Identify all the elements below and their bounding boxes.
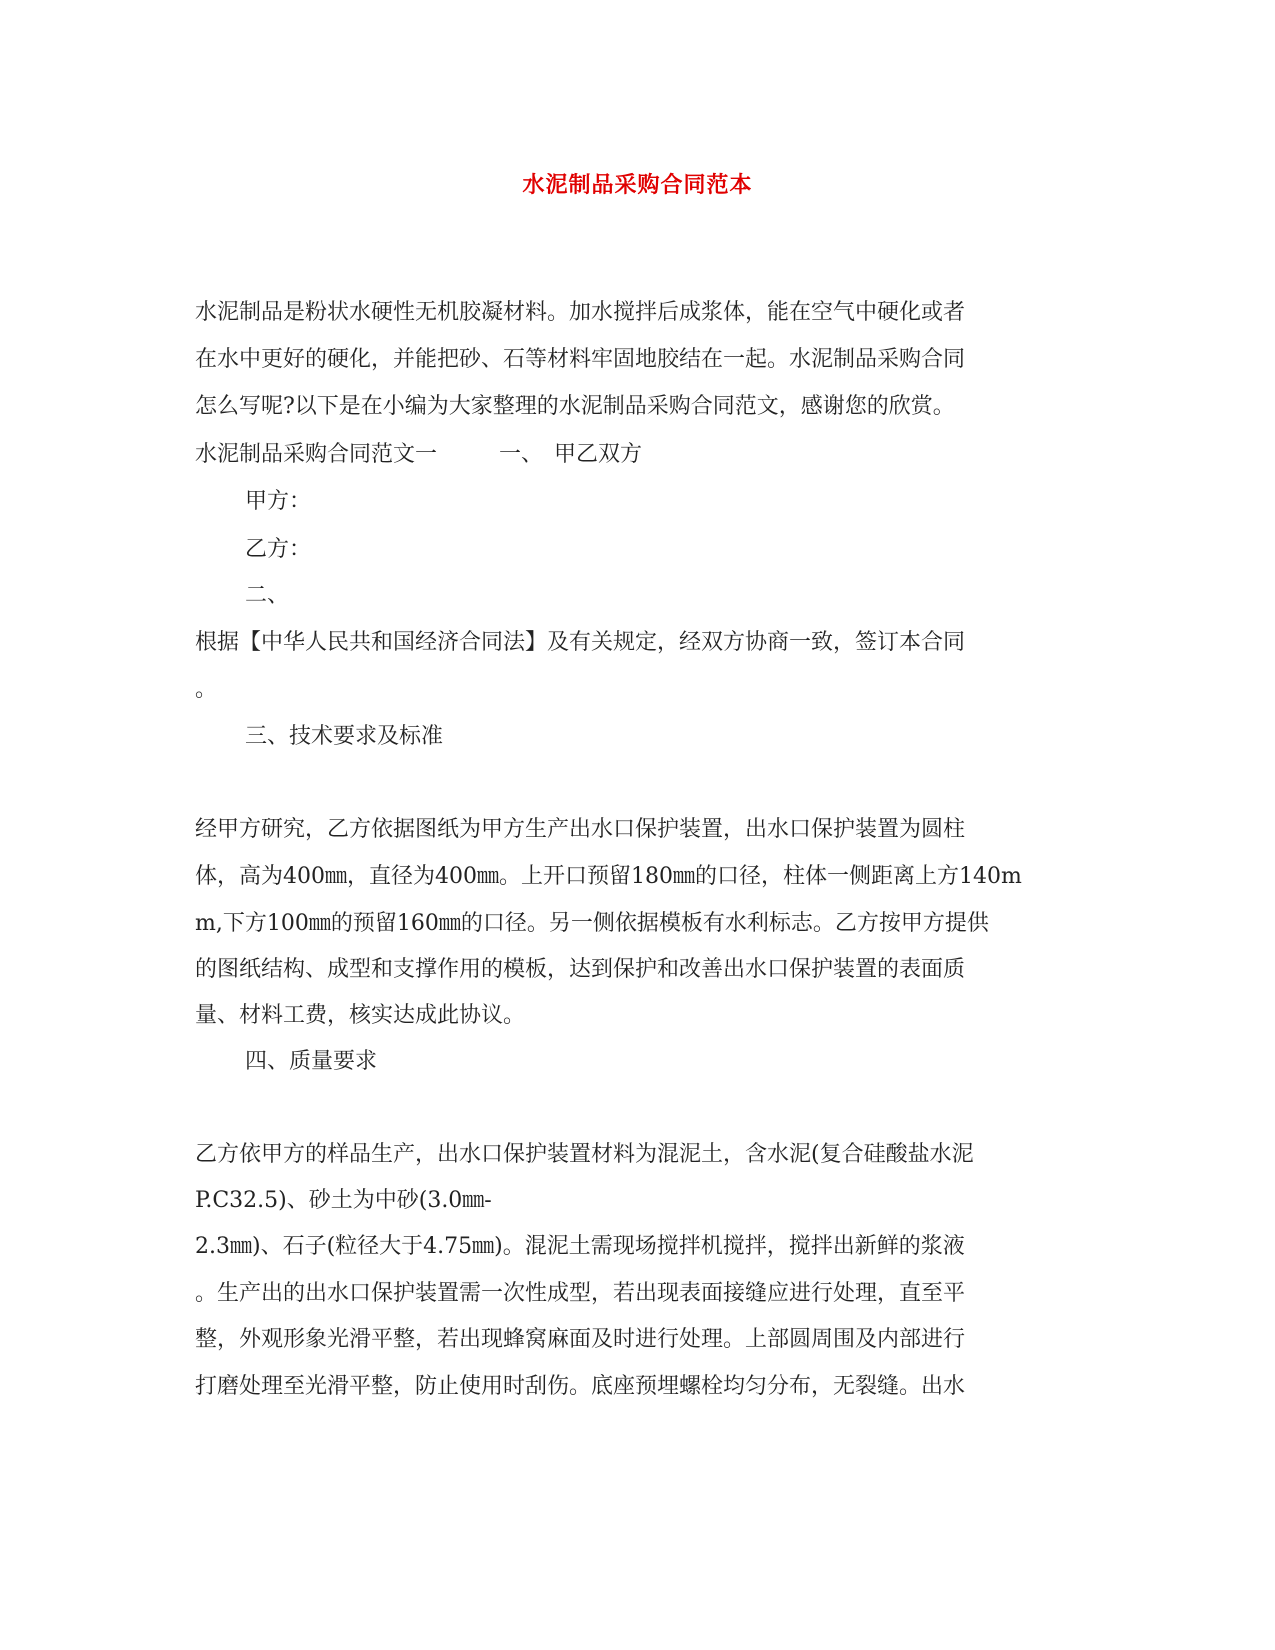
section-heading-row: [195, 440, 642, 470]
clause-3-line-5: 量、材料工费，核实达成此协议。: [195, 1003, 526, 1028]
clause-3-line-2: 体，高为400㎜，直径为400㎜。上开口预留180㎜的口径，柱体一侧距离上方140m: [195, 864, 1022, 889]
party-a-label: 甲方：: [245, 489, 312, 514]
clause-4-heading: 四、质量要求: [245, 1049, 378, 1074]
clause-4-line-1: 乙方依甲方的样品生产，出水口保护装置材料为混泥土，含水泥(复合硅酸盐水泥: [195, 1142, 974, 1167]
clause-2-line-1: 根据【中华人民共和国经济合同法】及有关规定，经双方协商一致，签订本合同: [195, 630, 966, 655]
sample-heading: 水泥制品采购合同范文一: [195, 442, 438, 467]
clause-2-heading: 二、: [245, 583, 290, 608]
document-title: 水泥制品采购合同范本: [522, 172, 753, 198]
clause-3-line-1: 经甲方研究，乙方依据图纸为甲方生产出水口保护装置，出水口保护装置为圆柱: [195, 817, 966, 842]
clause-3-line-3: m,下方100㎜的预留160㎜的口径。另一侧依据模板有水利标志。乙方按甲方提供: [195, 911, 989, 936]
clause-4-line-3: 2.3㎜)、石子(粒径大于4.75㎜)。混泥土需现场搅拌机搅拌，搅拌出新鲜的浆液: [195, 1234, 965, 1259]
clause-3-heading: 三、技术要求及标准: [245, 724, 444, 749]
intro-line-3: 怎么写呢?以下是在小编为大家整理的水泥制品采购合同范文，感谢您的欣赏。: [195, 394, 955, 419]
clause-3-line-4: 的图纸结构、成型和支撑作用的模板，达到保护和改善出水口保护装置的表面质: [195, 957, 966, 982]
clause-4-line-2: P.C32.5)、砂土为中砂(3.0㎜-: [195, 1188, 492, 1213]
intro-line-2: 在水中更好的硬化，并能把砂、石等材料牢固地胶结在一起。水泥制品采购合同: [195, 347, 966, 372]
intro-line-1: 水泥制品是粉状水硬性无机胶凝材料。加水搅拌后成浆体，能在空气中硬化或者: [195, 300, 966, 325]
clause-1-heading: 一、 甲乙双方: [499, 442, 643, 467]
clause-4-line-4: 。生产出的出水口保护装置需一次性成型，若出现表面接缝应进行处理，直至平: [195, 1281, 966, 1306]
clause-4-line-6: 打磨处理至光滑平整，防止使用时刮伤。底座预埋螺栓均匀分布，无裂缝。出水: [195, 1374, 966, 1399]
clause-2-line-2: 。: [195, 677, 218, 702]
party-b-label: 乙方：: [245, 537, 312, 562]
clause-4-line-5: 整，外观形象光滑平整，若出现蜂窝麻面及时进行处理。上部圆周围及内部进行: [195, 1327, 966, 1352]
